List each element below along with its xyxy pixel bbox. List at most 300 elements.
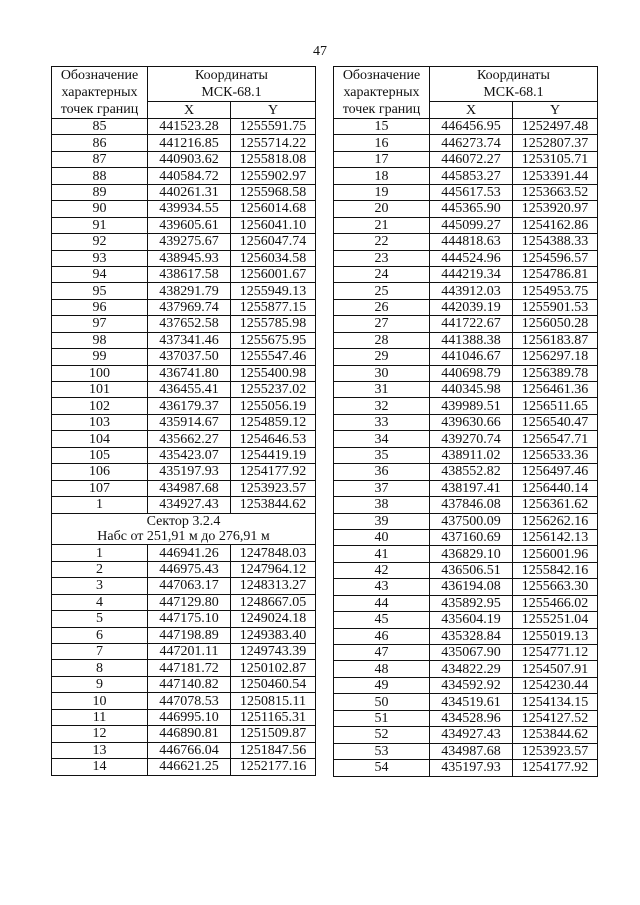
x-coordinate-cell: 436741.80 — [148, 365, 231, 381]
y-coordinate-cell: 1255785.98 — [231, 316, 316, 332]
point-id-cell: 1 — [52, 545, 148, 561]
point-id-cell: 31 — [334, 382, 430, 398]
table-row — [334, 217, 598, 233]
designation-header-line: точек границ — [60, 102, 139, 117]
y-coordinate-cell: 1250460.54 — [231, 676, 316, 692]
table-row — [334, 398, 598, 414]
table-row — [334, 694, 598, 710]
y-coordinate-cell: 1254507.91 — [513, 661, 598, 677]
x-coordinate-cell: 447181.72 — [148, 660, 231, 676]
y-coordinate-cell: 1249383.40 — [231, 627, 316, 643]
x-coordinate-cell: 440584.72 — [148, 168, 231, 184]
y-coordinate-cell: 1252497.48 — [513, 119, 598, 135]
table-row — [52, 545, 316, 561]
coordinates-header-line: МСК-68.1 — [201, 85, 262, 101]
x-coordinate-cell: 447198.89 — [148, 627, 231, 643]
y-coordinate-cell: 1256183.87 — [513, 332, 598, 348]
sector-subtitle: Набс от 251,91 м до 276,91 м — [52, 529, 316, 545]
table-row — [52, 693, 316, 709]
point-id-cell: 99 — [52, 349, 148, 365]
y-coordinate-cell: 1255818.08 — [231, 151, 316, 167]
y-coordinate-cell: 1256440.14 — [513, 480, 598, 496]
x-coordinate-cell: 445365.90 — [430, 201, 513, 217]
point-id-cell: 88 — [52, 168, 148, 184]
y-coordinate-cell: 1248667.05 — [231, 594, 316, 610]
y-coordinate-cell: 1248313.27 — [231, 578, 316, 594]
point-id-cell: 21 — [334, 217, 430, 233]
point-id-cell: 19 — [334, 184, 430, 200]
y-coordinate-cell: 1253663.52 — [513, 184, 598, 200]
point-id-cell: 87 — [52, 151, 148, 167]
x-coordinate-cell: 446766.04 — [148, 742, 231, 758]
table-row — [334, 743, 598, 759]
y-coordinate-cell: 1252807.37 — [513, 135, 598, 151]
point-id-cell: 90 — [52, 201, 148, 217]
y-coordinate-cell: 1251847.56 — [231, 742, 316, 758]
point-id-cell: 2 — [52, 561, 148, 577]
y-coordinate-cell: 1247848.03 — [231, 545, 316, 561]
point-id-cell: 106 — [52, 464, 148, 480]
x-coordinate-cell: 441722.67 — [430, 316, 513, 332]
table-row — [52, 627, 316, 643]
x-coordinate-cell: 434927.43 — [148, 497, 231, 513]
y-coordinate-cell: 1255056.19 — [231, 398, 316, 414]
point-id-cell: 44 — [334, 595, 430, 611]
x-coordinate-cell: 441046.67 — [430, 349, 513, 365]
y-coordinate-cell: 1252177.16 — [231, 759, 316, 775]
x-coordinate-cell: 446072.27 — [430, 151, 513, 167]
table-row — [52, 726, 316, 742]
x-coordinate-cell: 437846.08 — [430, 497, 513, 513]
x-coordinate-cell: 447129.80 — [148, 594, 231, 610]
table-row — [334, 612, 598, 628]
x-coordinate-cell: 440261.31 — [148, 184, 231, 200]
x-coordinate-cell: 435197.93 — [148, 464, 231, 480]
designation-header — [334, 67, 430, 119]
x-coordinate-cell: 440345.98 — [430, 382, 513, 398]
point-id-cell: 97 — [52, 316, 148, 332]
point-id-cell: 36 — [334, 464, 430, 480]
table-row — [334, 562, 598, 578]
y-coordinate-cell: 1253923.57 — [513, 743, 598, 759]
table-row — [52, 709, 316, 725]
point-id-cell: 3 — [52, 578, 148, 594]
point-id-cell: 46 — [334, 628, 430, 644]
x-coordinate-cell: 439630.66 — [430, 414, 513, 430]
y-coordinate-cell: 1255902.97 — [231, 168, 316, 184]
y-coordinate-cell: 1253844.62 — [231, 497, 316, 513]
x-coordinate-cell: 439934.55 — [148, 201, 231, 217]
y-coordinate-cell: 1253844.62 — [513, 727, 598, 743]
x-coordinate-cell: 435662.27 — [148, 431, 231, 447]
table-row — [52, 398, 316, 414]
x-coordinate-cell: 446941.26 — [148, 545, 231, 561]
x-coordinate-cell: 437037.50 — [148, 349, 231, 365]
y-coordinate-cell: 1255019.13 — [513, 628, 598, 644]
y-coordinate-cell: 1256533.36 — [513, 447, 598, 463]
point-id-cell: 51 — [334, 710, 430, 726]
point-id-cell: 30 — [334, 365, 430, 381]
y-coordinate-cell: 1255547.46 — [231, 349, 316, 365]
table-row — [334, 184, 598, 200]
point-id-cell: 11 — [52, 709, 148, 725]
table-row — [334, 266, 598, 282]
coordinates-header-line: МСК-68.1 — [483, 85, 544, 101]
x-coordinate-cell: 446890.81 — [148, 726, 231, 742]
x-coordinate-cell: 445099.27 — [430, 217, 513, 233]
table-row — [334, 464, 598, 480]
point-id-cell: 25 — [334, 283, 430, 299]
point-id-cell: 32 — [334, 398, 430, 414]
x-coordinate-cell: 447078.53 — [148, 693, 231, 709]
table-row — [334, 151, 598, 167]
y-coordinate-cell: 1253105.71 — [513, 151, 598, 167]
x-coordinate-cell: 439270.74 — [430, 431, 513, 447]
y-coordinate-cell: 1250815.11 — [231, 693, 316, 709]
table-row — [334, 250, 598, 266]
y-coordinate-cell: 1254646.53 — [231, 431, 316, 447]
table-row — [334, 480, 598, 496]
coordinates-table-left — [51, 66, 316, 776]
x-coordinate-cell: 435892.95 — [430, 595, 513, 611]
point-id-cell: 10 — [52, 693, 148, 709]
x-coordinate-cell: 445617.53 — [430, 184, 513, 200]
y-coordinate-cell: 1255901.53 — [513, 299, 598, 315]
y-coordinate-cell: 1255949.13 — [231, 283, 316, 299]
y-coordinate-cell: 1255237.02 — [231, 382, 316, 398]
point-id-cell: 13 — [52, 742, 148, 758]
point-id-cell: 53 — [334, 743, 430, 759]
x-coordinate-cell: 446456.95 — [430, 119, 513, 135]
table-row — [334, 283, 598, 299]
y-coordinate-cell: 1256361.62 — [513, 497, 598, 513]
designation-header-line: Обозначение — [342, 68, 421, 83]
y-coordinate-cell: 1254388.33 — [513, 234, 598, 250]
point-id-cell: 24 — [334, 266, 430, 282]
y-coordinate-cell: 1253391.44 — [513, 168, 598, 184]
y-coordinate-cell: 1256001.67 — [231, 266, 316, 282]
point-id-cell: 26 — [334, 299, 430, 315]
table-row — [52, 184, 316, 200]
x-coordinate-cell: 439275.67 — [148, 234, 231, 250]
point-id-cell: 39 — [334, 513, 430, 529]
point-id-cell: 42 — [334, 562, 430, 578]
y-coordinate-cell: 1251165.31 — [231, 709, 316, 725]
page-number: 47 — [313, 44, 327, 59]
x-coordinate-cell: 437341.46 — [148, 332, 231, 348]
x-coordinate-cell: 434822.29 — [430, 661, 513, 677]
y-coordinate-cell: 1247964.12 — [231, 561, 316, 577]
x-coordinate-cell: 438945.93 — [148, 250, 231, 266]
sector-title-row — [52, 513, 316, 529]
x-coordinate-cell: 444219.34 — [430, 266, 513, 282]
coordinates-header-line: Координаты — [477, 68, 550, 84]
table-row — [334, 579, 598, 595]
table-row — [52, 382, 316, 398]
table-row — [334, 677, 598, 693]
y-column-header: Y — [231, 102, 316, 119]
y-coordinate-cell: 1256014.68 — [231, 201, 316, 217]
x-coordinate-cell: 441388.38 — [430, 332, 513, 348]
point-id-cell: 7 — [52, 644, 148, 660]
x-coordinate-cell: 442039.19 — [430, 299, 513, 315]
point-id-cell: 89 — [52, 184, 148, 200]
point-id-cell: 48 — [334, 661, 430, 677]
table-row — [52, 365, 316, 381]
y-coordinate-cell: 1256461.36 — [513, 382, 598, 398]
point-id-cell: 16 — [334, 135, 430, 151]
point-id-cell: 8 — [52, 660, 148, 676]
point-id-cell: 34 — [334, 431, 430, 447]
table-row — [52, 349, 316, 365]
point-id-cell: 22 — [334, 234, 430, 250]
point-id-cell: 105 — [52, 447, 148, 463]
sector-subtitle-row — [52, 529, 316, 545]
y-coordinate-cell: 1249743.39 — [231, 644, 316, 660]
table-row — [52, 480, 316, 496]
point-id-cell: 92 — [52, 234, 148, 250]
y-coordinate-cell: 1254230.44 — [513, 677, 598, 693]
point-id-cell: 100 — [52, 365, 148, 381]
table-row — [52, 151, 316, 167]
coordinates-table-right — [333, 66, 598, 777]
table-row — [52, 497, 316, 513]
coordinates-header — [430, 67, 598, 102]
point-id-cell: 50 — [334, 694, 430, 710]
point-id-cell: 33 — [334, 414, 430, 430]
y-coordinate-cell: 1255675.95 — [231, 332, 316, 348]
point-id-cell: 20 — [334, 201, 430, 217]
y-coordinate-cell: 1253920.97 — [513, 201, 598, 217]
x-coordinate-cell: 446621.25 — [148, 759, 231, 775]
x-coordinate-cell: 441216.85 — [148, 135, 231, 151]
table-row — [334, 727, 598, 743]
table-row — [334, 201, 598, 217]
point-id-cell: 94 — [52, 266, 148, 282]
x-coordinate-cell: 438197.41 — [430, 480, 513, 496]
x-coordinate-cell: 447201.11 — [148, 644, 231, 660]
x-coordinate-cell: 437160.69 — [430, 529, 513, 545]
designation-header-line: точек границ — [342, 102, 421, 117]
x-coordinate-cell: 435604.19 — [430, 612, 513, 628]
designation-header-line: характерных — [343, 85, 420, 100]
table-row — [334, 546, 598, 562]
point-id-cell: 104 — [52, 431, 148, 447]
table-row — [52, 611, 316, 627]
point-id-cell: 15 — [334, 119, 430, 135]
point-id-cell: 54 — [334, 760, 430, 776]
table-row — [334, 119, 598, 135]
x-coordinate-cell: 436455.41 — [148, 382, 231, 398]
y-coordinate-cell: 1254134.15 — [513, 694, 598, 710]
point-id-cell: 6 — [52, 627, 148, 643]
x-coordinate-cell: 435914.67 — [148, 414, 231, 430]
point-id-cell: 52 — [334, 727, 430, 743]
y-coordinate-cell: 1256034.58 — [231, 250, 316, 266]
x-coordinate-cell: 441523.28 — [148, 119, 231, 135]
y-column-header: Y — [513, 102, 598, 119]
table-row — [52, 299, 316, 315]
x-coordinate-cell: 437500.09 — [430, 513, 513, 529]
point-id-cell: 23 — [334, 250, 430, 266]
x-coordinate-cell: 434987.68 — [148, 480, 231, 496]
x-column-header: X — [148, 102, 231, 119]
table-row — [52, 464, 316, 480]
y-coordinate-cell: 1254177.92 — [513, 760, 598, 776]
designation-header-line: характерных — [61, 85, 138, 100]
point-id-cell: 40 — [334, 529, 430, 545]
point-id-cell: 95 — [52, 283, 148, 299]
point-id-cell: 98 — [52, 332, 148, 348]
table-row — [334, 316, 598, 332]
point-id-cell: 91 — [52, 217, 148, 233]
point-id-cell: 17 — [334, 151, 430, 167]
point-id-cell: 18 — [334, 168, 430, 184]
table-row — [52, 332, 316, 348]
y-coordinate-cell: 1256041.10 — [231, 217, 316, 233]
x-coordinate-cell: 447175.10 — [148, 611, 231, 627]
table-header-row — [334, 67, 598, 102]
table-row — [52, 201, 316, 217]
y-coordinate-cell: 1255663.30 — [513, 579, 598, 595]
y-coordinate-cell: 1256547.71 — [513, 431, 598, 447]
table-row — [334, 431, 598, 447]
point-id-cell: 101 — [52, 382, 148, 398]
point-id-cell: 28 — [334, 332, 430, 348]
point-id-cell: 86 — [52, 135, 148, 151]
x-coordinate-cell: 436179.37 — [148, 398, 231, 414]
table-row — [52, 447, 316, 463]
point-id-cell: 38 — [334, 497, 430, 513]
y-coordinate-cell: 1254786.81 — [513, 266, 598, 282]
table-row — [52, 742, 316, 758]
x-coordinate-cell: 435328.84 — [430, 628, 513, 644]
y-coordinate-cell: 1256050.28 — [513, 316, 598, 332]
x-coordinate-cell: 436194.08 — [430, 579, 513, 595]
table-row — [334, 661, 598, 677]
y-coordinate-cell: 1251509.87 — [231, 726, 316, 742]
x-coordinate-cell: 435423.07 — [148, 447, 231, 463]
x-column-header: X — [430, 102, 513, 119]
y-coordinate-cell: 1256001.96 — [513, 546, 598, 562]
y-coordinate-cell: 1256389.78 — [513, 365, 598, 381]
point-id-cell: 1 — [52, 497, 148, 513]
x-coordinate-cell: 438911.02 — [430, 447, 513, 463]
y-coordinate-cell: 1249024.18 — [231, 611, 316, 627]
x-coordinate-cell: 447140.82 — [148, 676, 231, 692]
table-row — [52, 676, 316, 692]
y-coordinate-cell: 1254953.75 — [513, 283, 598, 299]
point-id-cell: 27 — [334, 316, 430, 332]
table-row — [334, 234, 598, 250]
y-coordinate-cell: 1255466.02 — [513, 595, 598, 611]
table-row — [52, 644, 316, 660]
table-row — [334, 382, 598, 398]
point-id-cell: 103 — [52, 414, 148, 430]
x-coordinate-cell: 434927.43 — [430, 727, 513, 743]
table-row — [334, 349, 598, 365]
x-coordinate-cell: 436829.10 — [430, 546, 513, 562]
x-coordinate-cell: 434528.96 — [430, 710, 513, 726]
table-row — [52, 316, 316, 332]
table-row — [52, 431, 316, 447]
point-id-cell: 107 — [52, 480, 148, 496]
x-coordinate-cell: 434592.92 — [430, 677, 513, 693]
y-coordinate-cell: 1255591.75 — [231, 119, 316, 135]
y-coordinate-cell: 1256540.47 — [513, 414, 598, 430]
x-coordinate-cell: 440698.79 — [430, 365, 513, 381]
table-row — [334, 529, 598, 545]
table-row — [334, 414, 598, 430]
y-coordinate-cell: 1254162.86 — [513, 217, 598, 233]
point-id-cell: 29 — [334, 349, 430, 365]
y-coordinate-cell: 1254859.12 — [231, 414, 316, 430]
x-coordinate-cell: 444818.63 — [430, 234, 513, 250]
designation-header-line: Обозначение — [60, 68, 139, 83]
coordinates-header-line: Координаты — [195, 68, 268, 84]
point-id-cell: 41 — [334, 546, 430, 562]
x-coordinate-cell: 439605.61 — [148, 217, 231, 233]
table-row — [334, 299, 598, 315]
y-coordinate-cell: 1255968.58 — [231, 184, 316, 200]
y-coordinate-cell: 1254596.57 — [513, 250, 598, 266]
table-header-row — [52, 67, 316, 102]
point-id-cell: 35 — [334, 447, 430, 463]
x-coordinate-cell: 440903.62 — [148, 151, 231, 167]
x-coordinate-cell: 443912.03 — [430, 283, 513, 299]
y-coordinate-cell: 1254177.92 — [231, 464, 316, 480]
table-row — [52, 266, 316, 282]
table-row — [52, 135, 316, 151]
x-coordinate-cell: 438291.79 — [148, 283, 231, 299]
table-row — [334, 447, 598, 463]
table-row — [334, 710, 598, 726]
x-coordinate-cell: 446975.43 — [148, 561, 231, 577]
table-row — [334, 513, 598, 529]
x-coordinate-cell: 446995.10 — [148, 709, 231, 725]
table-row — [334, 760, 598, 776]
point-id-cell: 85 — [52, 119, 148, 135]
x-coordinate-cell: 436506.51 — [430, 562, 513, 578]
point-id-cell: 96 — [52, 299, 148, 315]
y-coordinate-cell: 1250102.87 — [231, 660, 316, 676]
table-row — [334, 168, 598, 184]
table-row — [334, 332, 598, 348]
table-row — [334, 497, 598, 513]
table-row — [52, 561, 316, 577]
x-coordinate-cell: 434987.68 — [430, 743, 513, 759]
point-id-cell: 12 — [52, 726, 148, 742]
y-coordinate-cell: 1256047.74 — [231, 234, 316, 250]
table-row — [334, 595, 598, 611]
table-row — [52, 234, 316, 250]
y-coordinate-cell: 1256511.65 — [513, 398, 598, 414]
table-row — [52, 594, 316, 610]
x-coordinate-cell: 435197.93 — [430, 760, 513, 776]
table-row — [52, 283, 316, 299]
point-id-cell: 4 — [52, 594, 148, 610]
x-coordinate-cell: 437652.58 — [148, 316, 231, 332]
table-row — [52, 119, 316, 135]
x-coordinate-cell: 439989.51 — [430, 398, 513, 414]
table-row — [52, 759, 316, 775]
y-coordinate-cell: 1256262.16 — [513, 513, 598, 529]
point-id-cell: 102 — [52, 398, 148, 414]
table-row — [334, 628, 598, 644]
y-coordinate-cell: 1256142.13 — [513, 529, 598, 545]
y-coordinate-cell: 1255842.16 — [513, 562, 598, 578]
y-coordinate-cell: 1255877.15 — [231, 299, 316, 315]
